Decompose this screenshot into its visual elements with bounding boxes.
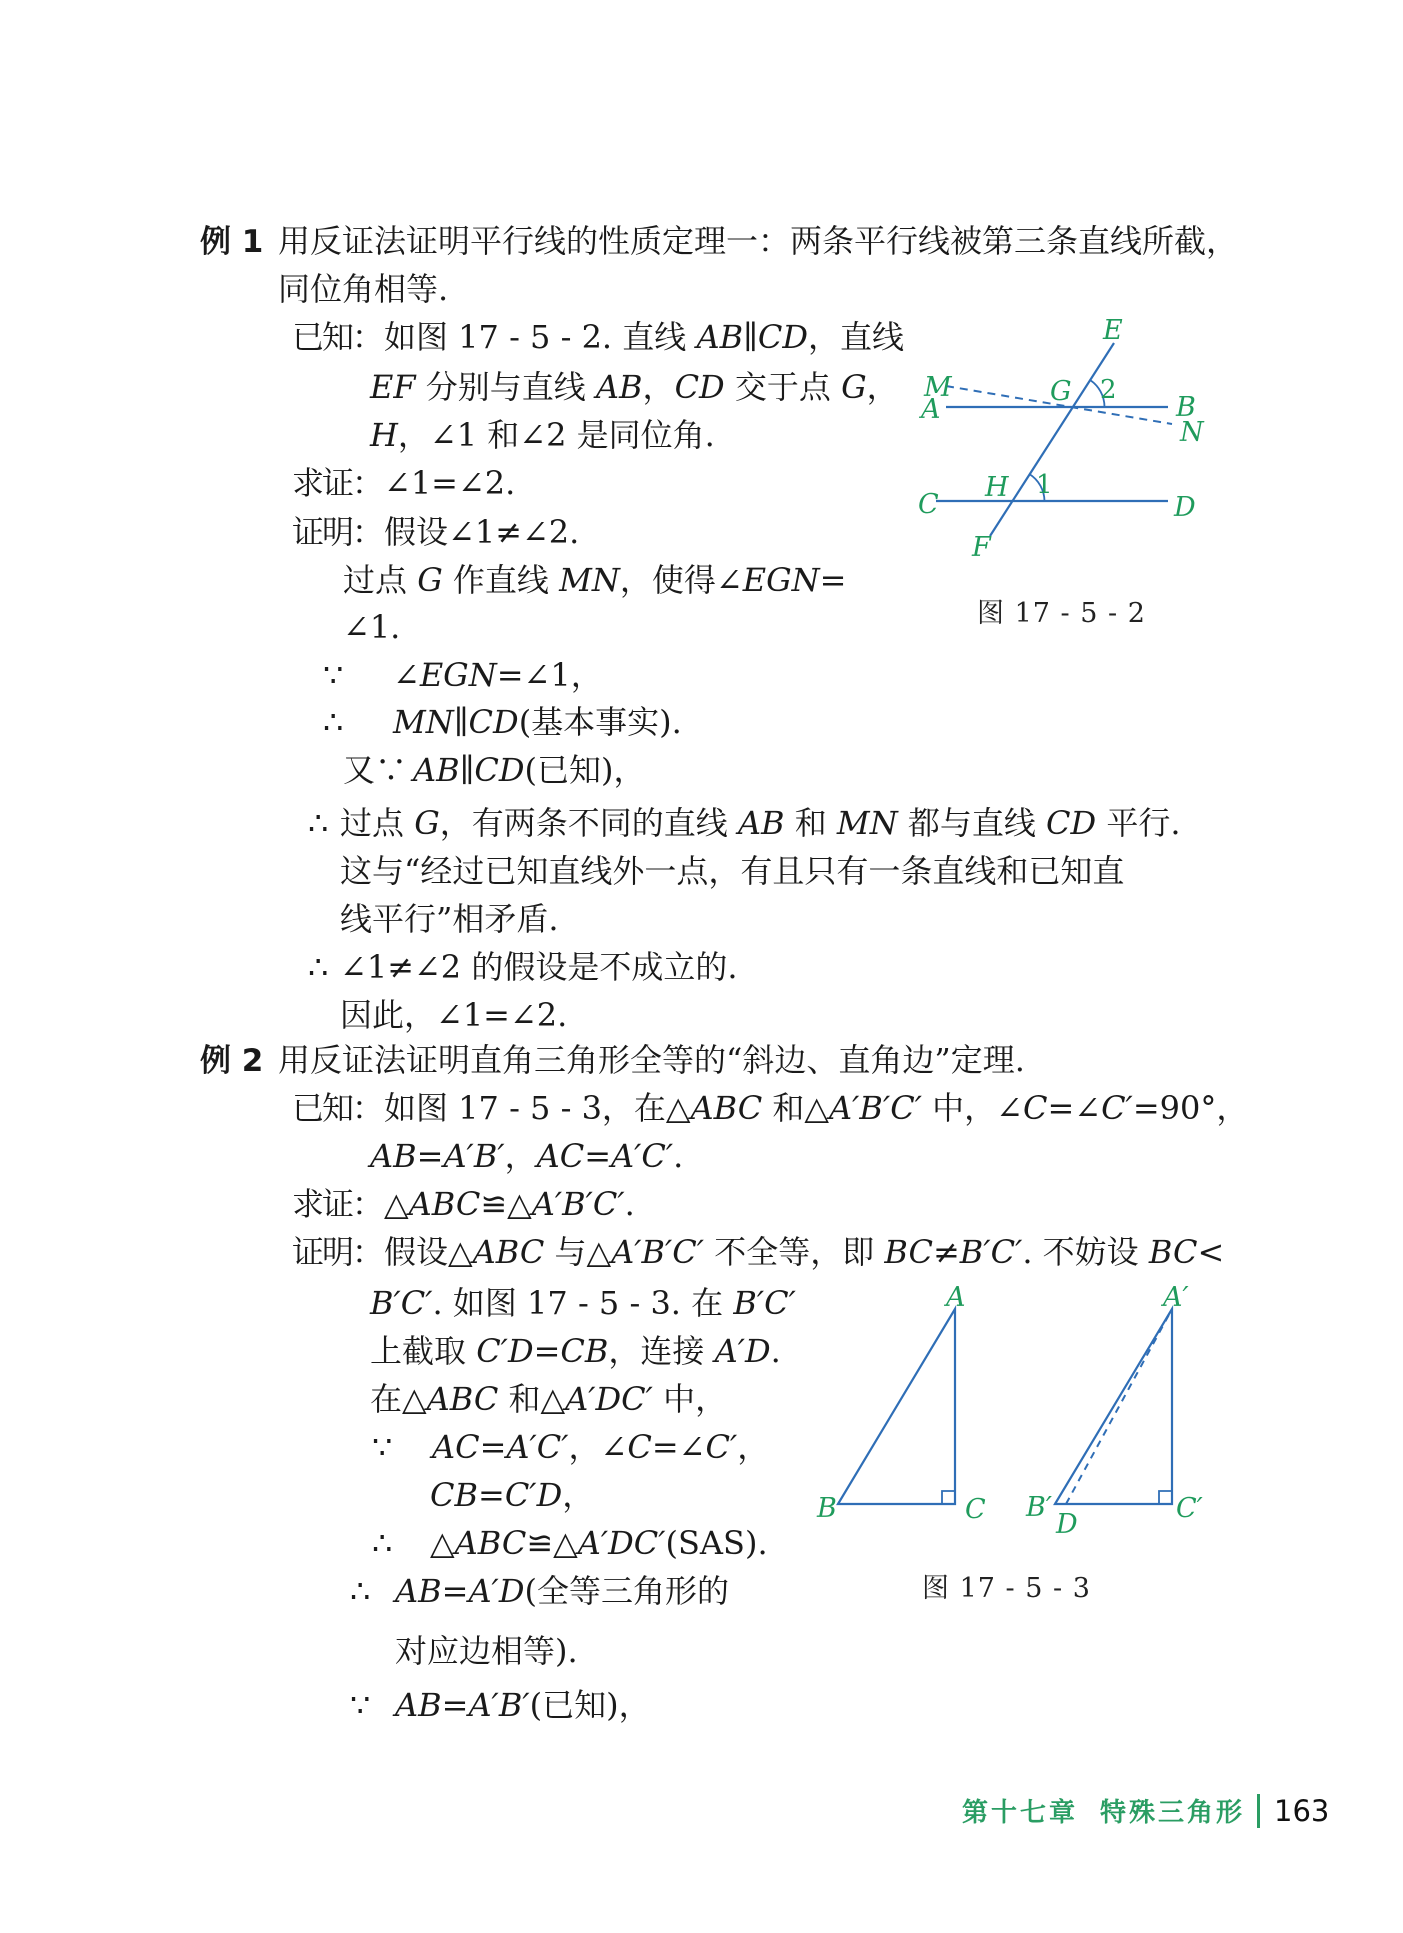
- right-angle-mark-C: [942, 1491, 955, 1504]
- segment-ApD-dashed: [1066, 1311, 1171, 1504]
- text-line: 过点 G 作直线 MN，使得∠EGN=: [343, 561, 847, 599]
- point-label-C: C: [965, 1494, 986, 1525]
- point-label-A-prime: A′: [1163, 1282, 1189, 1313]
- text-line: ∵ AC=A′C′，∠C=∠C′，: [372, 1428, 770, 1466]
- because-marker: ∵: [372, 1428, 393, 1466]
- figure2-caption: 图 17 - 5 - 3: [922, 1573, 1091, 1604]
- text-line: 同位角相等.: [278, 270, 449, 308]
- figure-right-triangles: [810, 1280, 1210, 1570]
- point-label-D: D: [1174, 492, 1196, 523]
- text-line: 例 1 用反证法证明平行线的性质定理一：两条平行线被第三条直线所截，: [200, 222, 1239, 260]
- text-line: 因此，∠1=∠2.: [340, 996, 568, 1034]
- text-line: ∵ ∠EGN=∠1，: [323, 656, 603, 694]
- text-line: 求证：∠1=∠2.: [292, 464, 516, 502]
- point-label-A: A: [921, 394, 941, 425]
- text-line: 在△ABC 和△A′DC′ 中，: [370, 1380, 728, 1418]
- text-line: ∴ AB=A′D(全等三角形的: [350, 1572, 729, 1610]
- text-line: ∴ 过点 G，有两条不同的直线 AB 和 MN 都与直线 CD 平行.: [308, 804, 1181, 842]
- point-label-N: N: [1180, 417, 1204, 448]
- footer-page-number: 163: [1274, 1793, 1330, 1828]
- page-footer: [962, 1792, 1329, 1829]
- point-label-F: F: [972, 532, 991, 563]
- point-label-C: C: [918, 489, 939, 520]
- footer-chapter: 第十七章: [962, 1798, 1079, 1828]
- proof-label: 证明：: [292, 513, 383, 551]
- therefore-marker: ∴: [372, 1524, 393, 1562]
- prove-label: 求证：: [292, 464, 383, 502]
- text-line: ∴ ∠1≠∠2 的假设是不成立的.: [308, 948, 738, 986]
- text-line: ∵ AB=A′B′(已知)，: [350, 1686, 651, 1724]
- text-line: AB=A′B′，AC=A′C′.: [370, 1137, 684, 1175]
- proof-label: 证明：: [292, 1233, 383, 1271]
- text-line: 已知：如图 17 - 5 - 3，在△ABC 和△A′B′C′ 中，∠C=∠C′=90°，: [292, 1089, 1249, 1127]
- footer-divider: [1257, 1794, 1260, 1828]
- text-line: 证明：假设△ABC 与△A′B′C′ 不全等，即 BC≠B′C′. 不妨设 BC<: [292, 1233, 1225, 1271]
- angle-2-label: 2: [1100, 375, 1117, 405]
- example1-label: 例 1: [200, 224, 264, 260]
- text-line: 例 2 用反证法证明直角三角形全等的“斜边、直角边”定理.: [200, 1041, 1025, 1079]
- point-label-E: E: [1103, 315, 1123, 346]
- because-marker: ∵: [323, 656, 344, 694]
- text-line: ∴ MN∥CD(基本事实).: [323, 703, 682, 741]
- triangle-ApBpCp: [1055, 1309, 1172, 1504]
- footer-section: 特殊三角形: [1100, 1798, 1246, 1828]
- example2-label: 例 2: [200, 1043, 264, 1079]
- therefore-marker: ∴: [323, 703, 344, 741]
- prove-label: 求证：: [292, 1185, 383, 1223]
- text-line: EF 分别与直线 AB，CD 交于点 G，: [370, 368, 899, 406]
- text-line: 线平行”相矛盾.: [340, 900, 559, 938]
- text-line: 这与“经过已知直线外一点，有且只有一条直线和已知直: [340, 852, 1125, 890]
- therefore-marker: ∴: [350, 1572, 371, 1610]
- text-line: ∴ △ABC≌△A′DC′(SAS).: [372, 1524, 768, 1562]
- because-marker: ∵: [350, 1686, 371, 1724]
- therefore-marker: ∴: [308, 948, 329, 986]
- line-EF-transversal: [990, 343, 1114, 536]
- text-line: 上截取 C′D=CB，连接 A′D.: [370, 1332, 781, 1370]
- text-line: 对应边相等).: [395, 1632, 578, 1670]
- angle-1-label: 1: [1036, 470, 1053, 500]
- text-line: 已知：如图 17 - 5 - 2. 直线 AB∥CD，直线: [292, 318, 905, 356]
- text-line: CB=C′D，: [430, 1476, 595, 1514]
- point-label-H: H: [985, 472, 1009, 503]
- triangle-ABC: [838, 1309, 955, 1504]
- text-line: 又∵ AB∥CD(已知)，: [343, 751, 646, 789]
- figure1-caption: 图 17 - 5 - 2: [977, 598, 1146, 629]
- given-label: 已知：: [292, 318, 383, 356]
- text-line: 求证：△ABC≌△A′B′C′.: [292, 1185, 635, 1223]
- point-label-C-prime: C′: [1176, 1493, 1203, 1524]
- text-line: ∠1.: [343, 608, 401, 646]
- point-label-B-prime: B′: [1026, 1492, 1052, 1523]
- point-label-B: B: [1176, 392, 1196, 423]
- point-label-A: A: [946, 1282, 966, 1313]
- text-line: H，∠1 和∠2 是同位角.: [370, 416, 715, 454]
- point-label-G: G: [1050, 376, 1072, 407]
- also-because-marker: 又∵: [343, 751, 408, 789]
- given-label: 已知：: [292, 1089, 383, 1127]
- text-line: B′C′. 如图 17 - 5 - 3. 在 B′C′: [370, 1284, 796, 1322]
- point-label-D: D: [1056, 1509, 1078, 1540]
- right-angle-mark-Cp: [1159, 1491, 1172, 1504]
- therefore-marker: ∴: [308, 804, 329, 842]
- point-label-B: B: [817, 1493, 837, 1524]
- text-line: 证明：假设∠1≠∠2.: [292, 513, 580, 551]
- point-label-M: M: [924, 372, 952, 403]
- figure-parallel-lines: [915, 310, 1215, 632]
